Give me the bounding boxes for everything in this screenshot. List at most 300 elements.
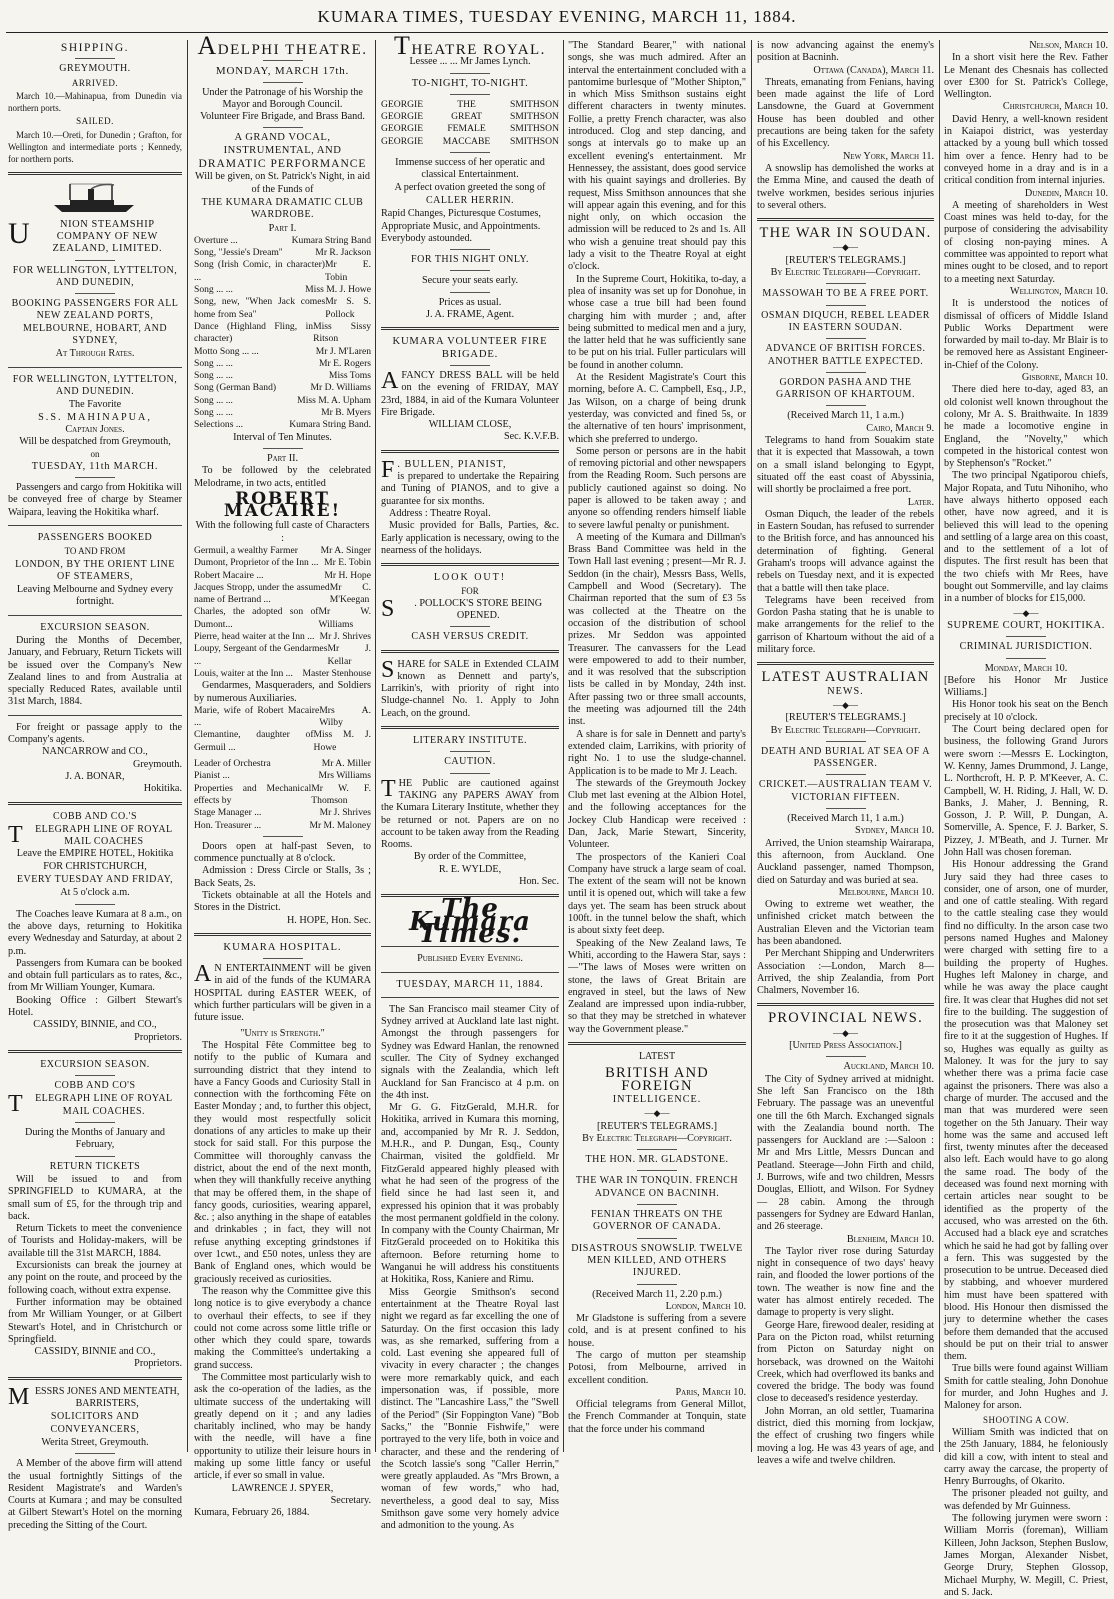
- news-p5: Osman Diquch, the leader of the rebels in Eastern Soudan, has refused to surrender to the British force, and has announced his determination of fighting. General Graham's troops will advance against the rebels on Tuesday next, and it is expected that a battle will then take place.: [757, 508, 934, 594]
- news-p13: John Morran, an old settler, Tuamarina district, died this morning from lockjaw, the effect of crushing two fingers while moving a log. He was 43 years of age, and leaves a wife and twelve children.: [757, 1405, 934, 1466]
- programme-row-cell: Kumara String Band: [291, 234, 371, 246]
- divider: [8, 1377, 182, 1380]
- british-foreign-heading: BRITISH AND FOREIGN: [605, 1065, 709, 1094]
- news-p1: "The Standard Bearer," with national songs, she was much admired. After an interval the entertainment concluded with a pantomime burlesque of "Mother Shipton," in which Miss Smithson sustains eight different characters in twenty minutes. Follie, a pretty French character, was also introduced. Clog and step dancing, and songs at intervals go to make up an excellent evening's entertainment. Mr Hennessey, the assistant, does good service with his quaint sayings and drolleries. By request, Miss Smithson announces that she will appear again this evening, and for this night only, on which occasion the admission will be reduced to 2s and 1s. All who wish a genuine treat should pay this lady a visit to the Theatre Royal at eight o'clock.: [568, 40, 746, 273]
- news-p2: In the Supreme Court, Hokitika, to-day, a plea of insanity was set up for Donohue, in whose case a true bill had been found charging him with murder ; and, after being submitted to medical men and a jury, the latter held that he was sufficiently sane to be put on his trial. Fuller particulars will be found in another column.: [568, 273, 746, 371]
- georgie-row: [381, 111, 559, 123]
- hospital-ad: [194, 963, 371, 1024]
- cast-row-cell: Robert Macaire ...: [194, 569, 264, 581]
- copyright-label: By Electric Telegraph—Copyright.: [770, 267, 921, 279]
- jm-sub: SOLICITORS AND CONVEYANCERS,: [50, 1411, 140, 1435]
- divider: [75, 58, 115, 59]
- caller-herrin: CALLER HERRIN.: [425, 194, 515, 206]
- staff-row-cell: Mr W. F. Thomson: [311, 782, 371, 806]
- georgie-row-cell: GREAT: [451, 111, 482, 123]
- column-6: [944, 40, 1108, 1598]
- literary-heading: LITERARY INSTITUTE.: [412, 735, 528, 747]
- masthead: KUMARA TIMES, TUESDAY EVENING, MARCH 11, 1884.: [317, 7, 797, 26]
- theatre-royal-title: HEATRE ROYAL.: [411, 42, 546, 58]
- ornament-icon: —◆—: [644, 1108, 670, 1119]
- programme-row-cell: Mr B. Myers: [321, 407, 371, 419]
- programme-row-cell: Mr E. Tobin: [325, 259, 371, 283]
- ornament-icon: —◆—: [833, 699, 858, 710]
- usc-route: FOR WELLINGTON, LYTTELTON, AND DUNEDIN,: [12, 264, 178, 288]
- divider: [75, 1156, 115, 1157]
- cast-row: [194, 705, 371, 730]
- theatre-royal-heading: [381, 31, 559, 60]
- column-divider: [939, 40, 940, 1452]
- georgie-list: [381, 99, 559, 148]
- cast-row: [194, 643, 371, 668]
- tonquin-heading: THE WAR IN TONQUIN. FRENCH ADVANCE ON BACNINH.: [575, 1175, 739, 1199]
- issue-date: TUESDAY, MARCH 11, 1884.: [396, 978, 544, 990]
- programme-row: [194, 321, 371, 346]
- georgie-row-cell: SMITHSON: [509, 111, 559, 123]
- staff-row-cell: Mr M. Maloney: [309, 819, 371, 831]
- reuters-label-2: [REUTER'S TELEGRAMS.]: [785, 712, 906, 724]
- cast-row-cell: Mr J. Shrives: [319, 631, 371, 643]
- adelphi-heading: [194, 31, 371, 60]
- staff-row: [194, 770, 371, 782]
- divider: [826, 305, 866, 306]
- news-p10: True bills were found against William Smith for cattle stealing, John Donohue for murder, and John Hughes and J. Maloney for arson.: [944, 1363, 1108, 1412]
- georgie-row-cell: GEORGIE: [381, 123, 424, 135]
- ottawa-dateline: Ottawa (Canada), March 11.: [813, 64, 934, 76]
- copyright-label: By Electric Telegraph—Copyright.: [582, 1132, 732, 1144]
- divider: [826, 774, 866, 775]
- drop-cap: A: [381, 367, 399, 394]
- programme-row-cell: Dance (Highland Fling, in character): [194, 320, 314, 345]
- divider: [8, 715, 182, 716]
- return-text-4: Further information may be obtained from Mr William Younger, or at Gilbert Stewart's Hotel, and in Christchurch or Springfield.: [8, 1296, 182, 1345]
- cash-text: CASH VERSUS CREDIT.: [411, 631, 529, 643]
- spyer-name: LAWRENCE J. SPYER,: [231, 1482, 334, 1494]
- news-p10: The City of Sydney arrived at midnight. She left San Francisco on the 18th February. The passage was an uneventful one till the 6th March. Exchanged signals with the Zealandia bound north. The passengers for Auckland are :—Saloon : Mr and Mrs Little, Messrs Duncan and Peatland. Steerage—John Firth and child, J. Burrows, wife and two children, Messrs Douglas, Elliott, and Wilson. For Sydney — 28 cabin. Among the through passengers for Sydney are Edward Hanlan, and 26 steerage.: [757, 1073, 934, 1233]
- news-p5: There died here to-day, aged 83, an old colonist well known throughout the colony, Mr A. S. Braithwaite. In 1839 he made a locomotive engine in England, the "Novelty," which competed in the historical contest won by Stephenson's "Rocket.": [944, 384, 1108, 470]
- programme-row-cell: Motto Song ... ...: [194, 345, 259, 357]
- divider: [826, 405, 866, 406]
- news-p8: Owing to extreme wet weather, the unfinished cricket match between the Australian Eleven and the Victorian team has been abandoned.: [757, 899, 934, 947]
- news-p10: Mr Gladstone is suffering from a severe cold, and is at present confined to his house.: [568, 1313, 746, 1349]
- gisborne-dateline: Gisborne, March 10.: [1021, 372, 1108, 384]
- jm-addr: Werita Street, Greymouth.: [41, 1436, 149, 1448]
- divider: [263, 127, 303, 128]
- georgie-row-cell: SMITHSON: [509, 135, 559, 147]
- divider: [450, 751, 490, 752]
- editorial-3: Miss Georgie Smithson's second entertainment at the Theatre Royal last night we regard as far excelling the one of Saturday. On the first occasion this lady was, as she remarked, suffering from a cold. Last evening she appeared full of vivacity in every character ; the changes were more remarkably quick, and each impersonation was, if possible, more distinct. The "Lancashire Lass," the "Swell of the Period" (Sir Foppington Vane) "Bob Sacks," the "Bonnie Fishwife," were portrayed to the very life, both in voice and character, and these and the rendering of the Scotch lassie's song "Caller Herrin," were greatly applauded. As "Mrs Brown, a woman of few words," who had, nevertheless, a good deal to say, Miss Smithson gave some very homely advice and admonition to the young. As: [381, 1286, 559, 1532]
- part-1: Part I.: [268, 222, 297, 234]
- return-text-1: Will be issued to and from SPRINGFIELD to KUMARA, at the small sum of £5, for the through trip and back.: [8, 1173, 182, 1222]
- wylde-name: R. E. WYLDE,: [438, 863, 502, 875]
- return-text-2: Return Tickets to meet the convenience of Tourists and Holiday-makers, will be available till the 31st MARCH, 1884.: [8, 1223, 182, 1259]
- divider: [8, 615, 182, 616]
- georgie-row-cell: FEMALE: [447, 123, 486, 135]
- spyer-role: Secretary.: [330, 1494, 371, 1506]
- divider: [826, 283, 866, 284]
- lookout-heading: LOOK OUT!: [433, 572, 507, 584]
- reuters-label: [REUTER'S TELEGRAMS.]: [785, 254, 906, 266]
- divider: [381, 726, 559, 729]
- caution-ad: [381, 775, 559, 852]
- spyer-date: Kumara, February 26, 1884.: [194, 1507, 310, 1519]
- cast-row-cell: Mr H. Hope: [324, 569, 371, 581]
- divider: [450, 94, 490, 95]
- given-text: Will be given, on St. Patrick's Night, in aid of the Funds of: [195, 171, 370, 195]
- divider: [450, 249, 490, 250]
- divider: [8, 172, 182, 175]
- usc-date: TUESDAY, 11th MARCH.: [31, 460, 159, 472]
- divider: [450, 73, 490, 74]
- editorial-2: Mr G. G. FitzGerald, M.H.R. for Hokitika, arrived in Kumara this morning, and, accompanied by Mr R. J. Seddon, M.H.R., and P. Dungan, Esq., County Chairman, visited the goldfield. Mr FitzGerald appeared highly pleased with what he had seen of the progress of the field since he had last seen it, and expressed his opinion that it was probably the most permanent goldfield in the colony. In company with the County Chairman, Mr FitzGerald proceeded on to Hokitika this afternoon. Before returning home to Wanganui he will address his constituents at Hokitika, Ross, Kaniere and Rimu.: [381, 1102, 559, 1286]
- column-4: [568, 40, 746, 1452]
- programme-row-cell: Song ... ...: [194, 357, 233, 369]
- blenheim-dateline: Blenheim, March 10.: [846, 1233, 934, 1245]
- cast-row: [194, 668, 371, 680]
- news-p2: Threats, emanating from Fenians, having been made against the life of Lord Lansdowne, the Guard at Government House has been doubled and other precautions are being taken for the safety of his Excellency.: [757, 76, 934, 150]
- brigade-heading: KUMARA VOLUNTEER FIRE BRIGADE.: [392, 336, 548, 360]
- admission-text: Admission : Dress Circle or Stalls, 3s ; Back Seats, 2s.: [194, 865, 371, 889]
- cast-row-cell: Mr J. Kellar: [327, 643, 371, 667]
- divider: [757, 1003, 934, 1006]
- ornament-icon: —◆—: [833, 1027, 858, 1038]
- usc-title: NION STEAMSHIP COMPANY OF NEW ZEALAND, LIMITED.: [52, 218, 163, 255]
- melbourne-dateline: Melbourne, March 10.: [838, 886, 934, 898]
- divider: [8, 802, 182, 805]
- news-p12: The prisoner pleaded not guilty, and was defended by Mr Guinness.: [944, 1488, 1108, 1512]
- news-p11: The Taylor river rose during Saturday night in consequence of two days' heavy rain, and flooded the lower portions of the town. The weather is now fine and the water has almost entirely receded. The damage to property is very slight.: [757, 1245, 934, 1319]
- wylde-role: Hon. Sec.: [519, 876, 559, 888]
- news-p1: In a short visit here the Rev. Father Le Menant des Chesnais has collected over £300 for St. Patrick's College, Wellington.: [944, 52, 1108, 101]
- divider: [381, 563, 559, 566]
- divider: [75, 1453, 115, 1454]
- divider: [75, 260, 115, 261]
- divider: [381, 997, 559, 998]
- divider: [637, 1170, 677, 1171]
- georgie-row: [381, 123, 559, 135]
- programme-row-cell: Mr J. M'Laren: [315, 345, 371, 357]
- usc-route-2: FOR WELLINGTON, LYTTELTON, AND DUNEDIN.: [12, 373, 178, 397]
- ornament-icon: —◆—: [1013, 607, 1039, 618]
- advance-heading: ADVANCE OF BRITISH FORCES. ANOTHER BATTLE EXPECTED.: [765, 343, 926, 367]
- cobb-text-1: The Coaches leave Kumara at 8 a.m., on the above days, returning to Hokitika every Wednesday and Saturday, at about 2 p.m.: [8, 908, 182, 957]
- cast-row-cell: Pierre, head waiter at the Inn ...: [194, 631, 315, 643]
- london-route: LONDON, BY THE ORIENT LINE OF STEAMERS,: [15, 558, 175, 582]
- programme-row: [194, 407, 371, 419]
- cast-list: [194, 545, 371, 680]
- divider: [263, 448, 303, 449]
- booked-heading: PASSENGERS BOOKED: [37, 531, 153, 543]
- bullen-ad: [381, 456, 559, 508]
- caution-heading: CAUTION.: [444, 756, 496, 768]
- divider: [75, 293, 115, 294]
- news-p9: Speaking of the New Zealand laws, Te Whiti, according to the Hawera Star, says :—"The laws of Moses were written on stone, the laws of Great Britain are engraved in steel, but the laws of New Zealand are impressed upon india-rubber, so that they may be stretched in whatever way the Government please.": [568, 937, 746, 1035]
- staff-list: [194, 758, 371, 832]
- programme-row-cell: Kumara String Band.: [289, 419, 371, 431]
- drop-cap: T: [394, 31, 412, 60]
- published-text: Published Every Evening.: [417, 953, 523, 965]
- column-5: [757, 40, 934, 1466]
- cobb-office: Booking Office : Gilbert Stewart's Hotel.: [8, 994, 182, 1018]
- bullen-addr: Address : Theatre Royal.: [389, 507, 491, 519]
- excursion-2-heading: EXCURSION SEASON.: [40, 1058, 150, 1070]
- georgie-row-cell: SMITHSON: [509, 123, 559, 135]
- cast-row: [194, 545, 371, 557]
- drop-cap: S: [381, 595, 395, 622]
- divider: [263, 82, 303, 83]
- cobb-2-title: ELEGRAPH LINE OF ROYAL MAIL COACHES.: [35, 1093, 173, 1117]
- share-ad: [381, 656, 559, 720]
- fete-text-1: The Hospital Fête Committee beg to notify to the public of Kumara and surrounding district that they intend to have a Fancy Goods and Curiosity Stall in connection with the forthcoming Fête on Easter Monday ; and, to further this object, they would most respectfully solicit donations of any articles to make up their stock for said stall. For this purpose the Committee will thoroughly canvass the district, about the end of the next month, when they will thankfully receive anything that may be offered them, in the shape of fancy goods, curiosities, wearing apparel, &c. ; also anything in the shape of eatables and drinkables ; in fact, they will not refuse anything excepting grindstones if over 1cwt., and £50 notes, unless they are Bank of England ones, which would be graciously received as curiosities.: [194, 1039, 371, 1285]
- gladstone-heading: THE HON. MR. GLADSTONE.: [585, 1154, 729, 1166]
- cast-row-cell: Miss M. J. Howe: [313, 729, 371, 753]
- provincial-heading: PROVINCIAL NEWS.: [768, 1010, 923, 1027]
- programme-row: [194, 358, 371, 370]
- close-role: Sec. K.V.F.B.: [503, 431, 559, 443]
- divider: [637, 1238, 677, 1239]
- cairo-dateline: Cairo, March 9.: [866, 422, 934, 434]
- programme-row-cell: Song, "Jessie's Dream": [194, 247, 283, 259]
- divider: [381, 327, 559, 330]
- paper-title: The Kumara Times.: [409, 894, 531, 949]
- news-p11: The cargo of mutton per steamship Potosi, from Melbourne, arrived in excellent condition.: [568, 1349, 746, 1386]
- news-p9: Per Merchant Shipping and Underwriters Association :—London, March 8—Arrived, the ship Zealandia, from Port Chalmers, November 16.: [757, 948, 934, 997]
- greymouth-heading: GREYMOUTH.: [59, 63, 131, 75]
- sailed-text: March 10.—Oreti, for Dunedin ; Grafton, for Wellington and intermediate ports ; Kennedy, for northern ports.: [8, 129, 182, 165]
- hospital-text: N ENTERTAINMENT will be given in aid of the funds of the KUMARA HOSPITAL during EASTER WEEK, of which further particulars will be given in a future issue.: [194, 963, 371, 1024]
- cast-row-cell: Mr W. Williams: [318, 606, 371, 630]
- ornament-icon: —◆—: [833, 242, 858, 253]
- drop-cap: S: [381, 656, 395, 683]
- divider: [75, 477, 115, 478]
- leaving-text: Leaving Melbourne and Sydney every fortnight.: [16, 584, 174, 608]
- lessee: Lessee ... ... Mr James Lynch.: [409, 56, 531, 68]
- before-text: [Before his Honor Mr Justice Williams.]: [944, 674, 1108, 699]
- fenian-heading: FENIAN THREATS ON THE GOVERNOR OF CANADA.: [590, 1209, 724, 1233]
- excursion-text: During the Months of December, January, and February, Return Tickets will be issued over the Company's New Zealand lines to and from Australia at specially Reduced Rates, available until 31st March, 1884.: [8, 634, 182, 708]
- news-p4: Telegrams to hand from Souakim state that it is expected that Massowah, a town on a small island belonging to Egypt, situated off the east coast of Abyssinia, will shortly be proclaimed a free port.: [757, 435, 934, 496]
- later-label: Later.: [907, 496, 934, 508]
- drop-cap: A: [194, 961, 212, 988]
- drop-cap: A: [197, 31, 218, 60]
- doors-text: Doors open at half-past Seven, to commence punctually at 8 o'clock.: [194, 840, 371, 865]
- newyork-dateline: New York, March 11.: [842, 150, 934, 162]
- cobb-heading: COBB AND CO.'S: [52, 810, 138, 822]
- sydney-dateline: Sydney, March 10.: [854, 825, 934, 837]
- caution-text: HE Public are cautioned against TAKING any PAPERS AWAY from the Kumara Literary Institute, whether they be returned or not. Papers are on no account to be taken away from the Reading Rooms.: [381, 777, 559, 851]
- divider: [450, 270, 490, 271]
- column-1: [8, 40, 182, 1531]
- divider: [8, 1050, 182, 1053]
- cast-row-cell: Mrs A. Wilby: [319, 704, 371, 729]
- staff-row-cell: Mr J. Shrives: [319, 807, 371, 819]
- news-p5: A meeting of the Kumara and Dillman's Brass Band Committee was held in the Town Hall last evening ; present—Mr R. J. Seddon (in the chair), Messrs Bass, Wells, Campbell and Wood (Secretary). The Chairman reported that the sum of £3 5s was collected at the Theatre on the occasion of the distribution of school prizes. Mr Seddon was appointed Treasurer. The canvassers for the Lead were empowered to add to their number, and it was resolved that the subscription lists be called in by Monday, 24th inst. After passing two or three small accounts, the meeting was adjourned till the 24th inst.: [568, 531, 746, 728]
- column-divider: [751, 40, 752, 1452]
- usc-despatch: Will be despatched from Greymouth,: [19, 436, 171, 448]
- agent-nancarrow-place: Greymouth.: [133, 758, 182, 770]
- cast-list-2: [194, 705, 371, 754]
- sailed-label: SAILED.: [76, 116, 114, 127]
- cobb-time: At 5 o'clock a.m.: [60, 887, 130, 899]
- georgie-row-cell: GEORGIE: [381, 135, 424, 147]
- auckland-dateline: Auckland, March 10.: [843, 1061, 934, 1073]
- london-dateline: London, March 10.: [665, 1300, 746, 1312]
- column-divider: [563, 40, 564, 1452]
- unity-motto: "Unity is Strength.": [240, 1027, 325, 1039]
- received-label: (Received March 11, 1 a.m.): [787, 410, 904, 422]
- divider: [826, 741, 866, 742]
- usc-booking: BOOKING PASSENGERS FOR ALL NEW ZEALAND PORTS, MELBOURNE, HOBART, AND SYDNEY,: [11, 298, 179, 347]
- latest-label: LATEST: [638, 1051, 676, 1063]
- programme-row: [194, 247, 371, 259]
- copyright-label-2: By Electric Telegraph—Copyright.: [770, 724, 921, 736]
- cast-row-cell: Charles, the adopted son of Dumont...: [194, 606, 319, 630]
- masthead-rule: [6, 32, 1108, 33]
- staff-row-cell: Mrs Williams: [318, 770, 371, 782]
- received-label-2: (Received March 11, 1 a.m.): [787, 813, 904, 825]
- divider: [637, 1149, 677, 1150]
- programme-row: [194, 382, 371, 394]
- news-p7: The stewards of the Greymouth Jockey Club met last evening at the Albion Hotel, and the following acceptances for the Jockey Club Handicap were received : Dan, Jack, Marie Stewart, Sincerity, Volunteer.: [568, 777, 746, 851]
- news-p9: His Honour addressing the Grand Jury said they had three cases to consider, one of arson, one of murder, and one of cattle stealing. With regard to the cattle stealing case they would find no difficulty. In the arson case two persons named Hughes and Maloney were charged with setting fire to a building the property of Hughes. Hughes left Maloney in charge, and while he was away the place caught fire. It was clear that Hughes did not set fire to the building. The suggestion of the prosecution was that Maloney set fire to it at the suggestion of Hughes. If so, Hughes was equally as guilty as Maloney. It was for the jury to say whether there was a prima facie case against the prisoners. There was also a charge of murder. The accused and the man that was murdered were seen together on the 5th January. Their way home was the same and accused left first, twenty minutes after the deceased also left. Each would have to go along the same road. The body of the deceased was found next morning with certain articles near sought to be identified as the property of the accused, who was arrested on the 6th. Accused had a black eye and scratches which he said he had got by falling over a fern. This was suggested by the prosecution to be untrue. Deceased died by stabbing, and whoever murdered him must have been spattered with blood. His Honour then dismissed the jury to determine whether the cases before them demanded that the accused should be put on their trial to answer them.: [944, 859, 1108, 1363]
- divider: [263, 836, 303, 837]
- programme-row: [194, 370, 371, 382]
- divider: [1006, 636, 1046, 637]
- usc-favorite: The Favorite: [68, 399, 122, 411]
- shipping-heading: SHIPPING.: [60, 42, 130, 54]
- followed-text: To be followed by the celebrated Melodrame, in two acts, entitled: [194, 465, 371, 489]
- united-press-label: [United Press Association.]: [789, 1040, 902, 1052]
- monday-dateline: Monday, March 10.: [984, 662, 1068, 674]
- programme-row: [194, 296, 371, 321]
- divider: [450, 626, 490, 627]
- drop-cap: T: [8, 1091, 23, 1118]
- programme-row-cell: Song ... ...: [194, 407, 233, 419]
- cast-row: [194, 729, 371, 754]
- georgie-row-cell: GEORGIE: [381, 98, 424, 110]
- cast-row-cell: Germuil, a wealthy Farmer: [194, 544, 298, 556]
- news-p3: A snowslip has demolished the works at the Emma Mine, and caused the death of twelve workmen, besides serious injuries to several others.: [757, 162, 934, 211]
- usc-passengers: Passengers and cargo from Hokitika will be conveyed free of charge by Steamer Waipara, leaving the Hokitika wharf.: [8, 482, 182, 518]
- received-label: (Received March 11, 2.20 p.m.): [592, 1288, 722, 1300]
- staff-row: [194, 820, 371, 832]
- cast-row: [194, 631, 371, 643]
- column-divider: [375, 40, 376, 1452]
- usc-on: on: [90, 449, 100, 460]
- georgie-row: [381, 136, 559, 148]
- union-steamship-ad: [8, 216, 182, 256]
- programme-row: [194, 259, 371, 284]
- adelphi-sec: H. HOPE, Hon. Sec.: [286, 914, 371, 926]
- news-p12: George Hare, firewood dealer, residing at Para on the Picton road, whilst returning from Picton on Saturday night on horseback, was drowned on the Waitohi Creek, which had overflowed its banks and covered the bridge. The body was found close to deceased's residence yesterday.: [757, 1319, 934, 1405]
- news-p6: Telegrams have been received from Gordon Pasha stating that he is unable to make arrangements for the relief to the garrison of Khartoum without the aid of a military force.: [757, 594, 934, 656]
- cast-row-cell: Jacques Stropp, under the assumed name of Bertrand ...: [194, 581, 330, 606]
- cassidy-2-role: Proprietors.: [134, 1358, 182, 1370]
- news-p11: William Smith was indicted that on the 25th January, 1884, he feloniously did kill a cow, with intent to steal and carry away the carcase, the property of Henry Burroughs, of Okarito.: [944, 1426, 1108, 1488]
- programme-row: [194, 346, 371, 358]
- cobb-text-2: Passengers from Kumara can be booked and obtain full particulars as to rates, &c., from Mr William Younger, Kumara.: [8, 957, 182, 994]
- programme-row-cell: Song ... ...: [194, 394, 233, 406]
- programme-row: [194, 419, 371, 431]
- jm-text: A Member of the above firm will attend the usual fortnightly Sittings of the Resident Magistrate's and Warden's Courts at Kumara ; and may be consulted at Gilbert Stewart's Hotel on the morning preceding the Sitting of the Court.: [8, 1458, 182, 1531]
- staff-row-cell: Pianist ...: [194, 770, 230, 782]
- cassidy-role: Proprietors.: [134, 1031, 182, 1043]
- programme-row: [194, 284, 371, 296]
- robert-macaire-title: ROBERT MACAIRE!: [223, 488, 342, 522]
- tickets-text: Tickets obtainable at all the Hotels and Stores in the District.: [194, 890, 371, 914]
- cobb-title: ELEGRAPH LINE OF ROYAL MAIL COACHES: [35, 823, 173, 848]
- news-p7: Arrived, the Union steamship Wairarapa, this afternoon, from Auckland. One Auckland passenger, named Thompson, died on Saturday and was buried at sea.: [757, 837, 934, 886]
- bullen-title: . BULLEN, PIANIST,: [397, 458, 507, 470]
- drop-cap: M: [8, 1383, 30, 1410]
- cast-row: [194, 582, 371, 607]
- return-text-3: Excursionists can break the journey at any point on the route, and proceed by the following coach, without extra expense.: [8, 1260, 182, 1296]
- arrived-text: March 10.—Mahinapua, from Dunedin via northern ports.: [8, 90, 182, 114]
- ball-ad: [381, 367, 559, 419]
- divider: [826, 1056, 866, 1057]
- bullen-text: is prepared to undertake the Repairing and Tuning of PIANOS, and to give a guarantee for six months.: [381, 471, 559, 507]
- programme-row-cell: Miss Toms: [328, 370, 371, 382]
- programme-row-cell: Miss Sissy Ritson: [313, 320, 371, 345]
- news-p4: Some person or persons are in the habit of removing pictorial and other newspapers from the Reading Room. Such persons are publicly cautioned against so doing. No paper is allowed to be taken away ; and anyone so offending renders himself liable to severe lawful penalty or punishment.: [568, 445, 746, 531]
- criminal-heading: CRIMINAL JURISDICTION.: [959, 641, 1093, 653]
- divider: [450, 292, 490, 293]
- divider: [194, 933, 371, 936]
- divider: [637, 1204, 677, 1205]
- programme-row: [194, 235, 371, 247]
- column-3: [381, 31, 559, 1532]
- column-2: [194, 31, 371, 1519]
- divider: [381, 650, 559, 653]
- hospital-heading: KUMARA HOSPITAL.: [223, 941, 342, 953]
- adelphi-title: DELPHI THEATRE.: [217, 42, 368, 58]
- usc-rates: At Through Rates.: [55, 348, 135, 360]
- death-heading: DEATH AND BURIAL AT SEA OF A PASSENGER.: [760, 745, 931, 770]
- staff-row: [194, 783, 371, 808]
- programme-row-cell: Song, new, "When Jack comes home from Sea": [194, 296, 326, 320]
- jm-title: ESSRS JONES AND MENTEATH, BARRISTERS,: [34, 1385, 180, 1410]
- agent-nancarrow: NANCARROW and CO.,: [42, 746, 148, 758]
- osman-heading: OSMAN DIQUCH, REBEL LEADER IN EASTERN SOUDAN.: [761, 309, 930, 333]
- rapid-text: Rapid Changes, Picturesque Costumes, Appropriate Music, and Appointments. Everybody astounded.: [381, 208, 541, 244]
- cast-row-cell: Louis, waiter at the Inn ...: [194, 667, 293, 679]
- ovation-text: A perfect ovation greeted the song of: [394, 181, 546, 193]
- intelligence-heading: INTELLIGENCE.: [612, 1093, 702, 1105]
- programme-list: [194, 235, 371, 432]
- court-heading: SUPREME COURT, HOKITIKA.: [947, 619, 1105, 631]
- column-divider: [187, 40, 188, 1452]
- cobb-days: EVERY TUESDAY AND FRIDAY,: [16, 874, 174, 886]
- during-text: During the Months of January and February,: [24, 1127, 166, 1151]
- adelphi-date: MONDAY, MARCH 17th.: [215, 65, 350, 78]
- divider: [75, 1122, 115, 1123]
- patronage: Under the Patronage of his Worship the Mayor and Borough Council.: [202, 86, 363, 110]
- staff-row-cell: Properties and Mechanical effects by: [194, 782, 312, 806]
- massowah-heading: MASSOWAH TO BE A FREE PORT.: [762, 288, 929, 300]
- shooting-heading: SHOOTING A COW.: [983, 1414, 1069, 1425]
- prices-text: Prices as usual.: [438, 296, 502, 308]
- gendarmes-text: Gendarmes, Masqueraders, and Soldiers by numerous Auxiliaries.: [194, 680, 371, 704]
- news-p6: The two principal Ngatiporou chiefs, Major Ropata, and Tutu Nihoniho, who have always hitherto opposed each other, have now agreed, and it is believed this will lead to the opening and settling of a large area on this coast, and to the settlement of a lot of disputes. The first result has been that the two chiefs with Mr Rees, have bought out Sommerville, and lay claims in a number of blocks for £15,000.: [944, 470, 1108, 605]
- cast-row-cell: Mr A. Singer: [320, 544, 371, 556]
- news-p2: David Henry, a well-known resident in Kaiapoi district, was yesterday attacked by a young bull which tossed him over a fence. Henry had to be conveyed home in a dray and is in a critical condition from internal injuries.: [944, 113, 1108, 187]
- programme-row-cell: Mr R. Jackson: [315, 247, 371, 259]
- freight-text: For freight or passage apply to the Company's agents.: [8, 721, 182, 746]
- divider: [75, 904, 115, 905]
- staff-row-cell: Stage Manager ...: [194, 807, 262, 819]
- programme-row-cell: Selections ...: [194, 419, 244, 431]
- programme-row-cell: Song ... ...: [194, 284, 233, 296]
- dramatic-heading: DRAMATIC PERFORMANCE: [198, 158, 367, 171]
